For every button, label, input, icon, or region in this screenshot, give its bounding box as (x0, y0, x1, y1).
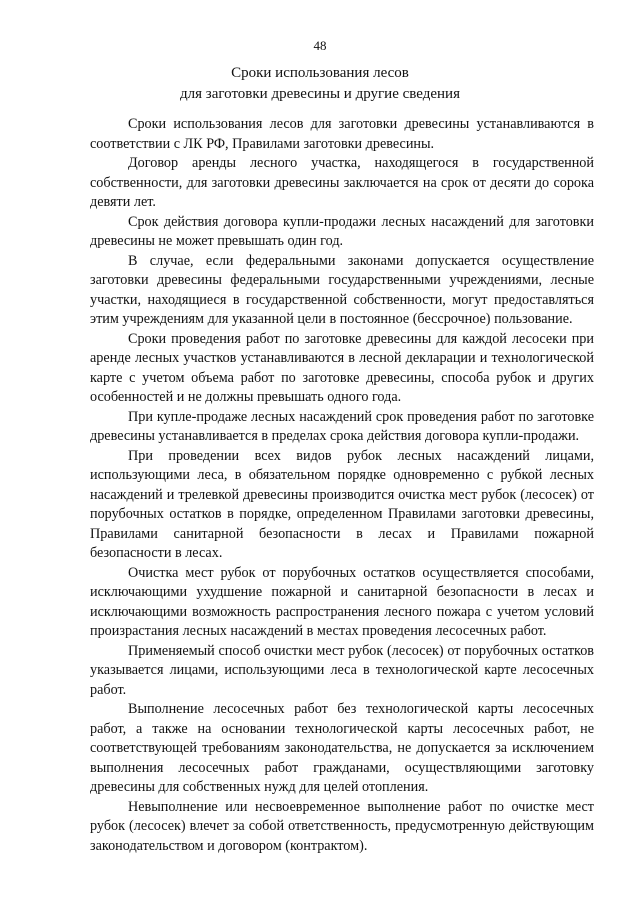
paragraph-5: Сроки проведения работ по заготовке древесины для каждой лесосеки при аренде лесных участков устанавливаются в лесной декларации и технологической карте с учетом объема работ по заготовке древесины, способа рубок и других особенностей и не должны превышать одного года. (90, 330, 594, 405)
paragraph-9: Применяемый способ очистки мест рубок (лесосек) от порубочных остатков указывается лицами, использующими леса в технологической карте лесосечных работ. (90, 642, 594, 698)
section-title-line-2: для заготовки древесины и другие сведения (180, 86, 460, 102)
section-title (0, 63, 640, 105)
paragraph-6: При купле-продаже лесных насаждений срок проведения работ по заготовке древесины устанавливается в пределах срока действия договора купли-продажи. (90, 408, 594, 444)
paragraph-7: При проведении всех видов рубок лесных насаждений лицами, использующими леса, в обязательном порядке одновременно с рубкой лесных насаждений и трелевкой древесины производится очистка мест рубок (лесосек) от порубочных остатков в порядке, определенном Правилами заготовки древесины, Правилами санитарной безопасности в лесах и Правилами пожарной безопасности в лесах. (90, 447, 594, 561)
page-number: 48 (313, 38, 327, 53)
section-title-line-1: Сроки использования лесов (231, 65, 409, 81)
paragraph-3: Срок действия договора купли-продажи лесных насаждений для заготовки древесины не может превышать один год. (90, 213, 594, 249)
document-body (90, 115, 594, 856)
paragraph-2: Договор аренды лесного участка, находящегося в государственной собственности, для заготовки древесины заключается на срок от десяти до сорока девяти лет. (90, 155, 594, 210)
paragraph-10: Выполнение лесосечных работ без технологической карты лесосечных работ, а также на основании технологической карты лесосечных работ, не соответствующей требованиям законодательства, не допускается за исключением выполнения лесосечных работ гражданами, осуществляющими заготовку древесины для собственных нужд для целей отопления. (90, 701, 594, 795)
paragraph-1: Сроки использования лесов для заготовки древесины устанавливаются в соответствии с ЛК РФ, Правилами заготовки древесины. (90, 116, 594, 152)
paragraph-11: Невыполнение или несвоевременное выполнение работ по очистке мест рубок (лесосек) влечет за собой ответственность, предусмотренную действующим законодательством и договором (контрактом). (90, 798, 594, 854)
paragraph-8: Очистка мест рубок от порубочных остатков осуществляется способами, исключающими ухудшение пожарной и санитарной безопасности в лесах и исключающими возможность распространения лесного пожара с учетом условий произрастания лесных насаждений в местах проведения лесосечных работ. (90, 564, 594, 639)
paragraph-4: В случае, если федеральными законами допускается осуществление заготовки древесины федеральными государственными учреждениями, лесные участки, находящиеся в государственной собственности, могут предоставляться этим учреждениям для указанной цели в постоянное (бессрочное) пользование. (90, 252, 594, 327)
